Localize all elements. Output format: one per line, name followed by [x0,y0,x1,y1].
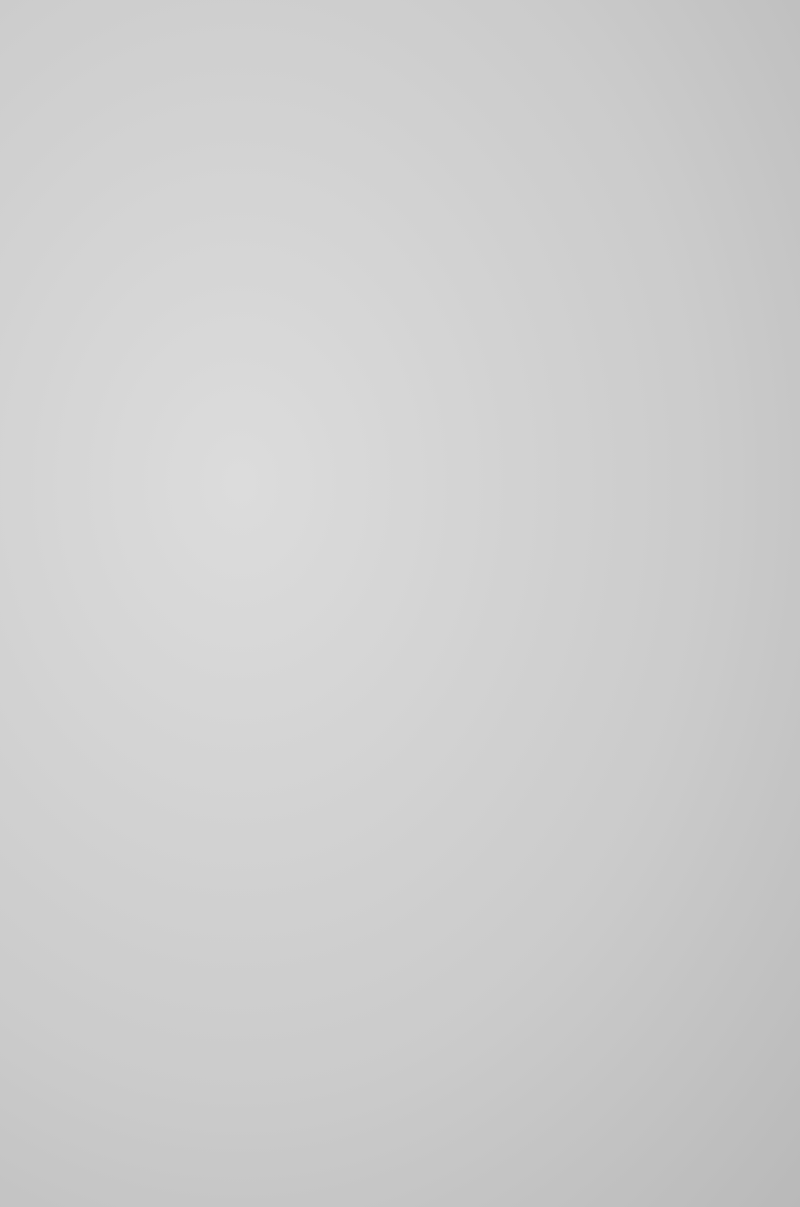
running-header [0,30,800,64]
